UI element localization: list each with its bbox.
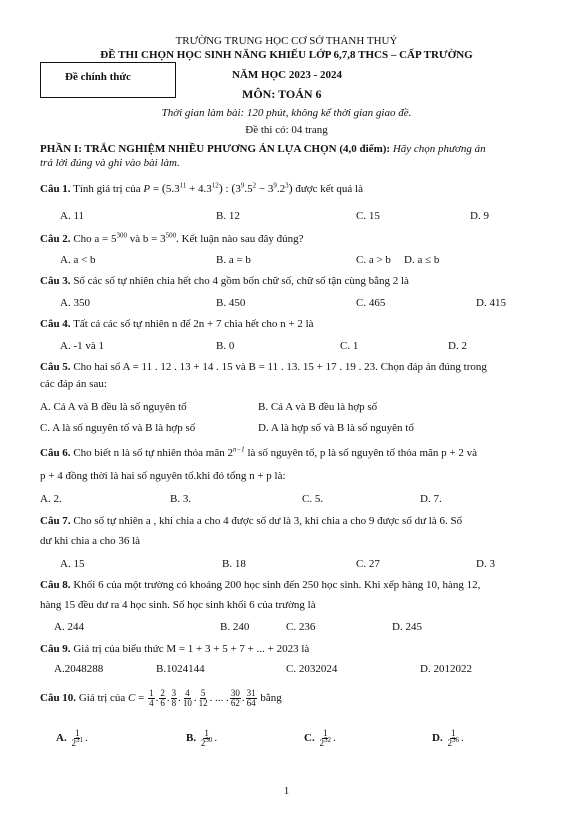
page-number: 1 <box>283 785 290 797</box>
time-note: Thời gian làm bài: 120 phút, không kể thời gian giao đề. <box>161 107 412 119</box>
question-6-line2: p + 4 đồng thời là hai số nguyên tố.khi đó tổng n + p là: <box>40 470 286 482</box>
subject-title: MÔN: TOÁN 6 <box>242 87 322 101</box>
q3-option-a: A. 350 <box>60 297 90 309</box>
q4-option-d: D. 2 <box>448 340 467 352</box>
question-8: Câu 8. Khối 6 của một trường có khoảng 200 học sinh đến 250 học sinh. Khi xếp hàng 10, hàng 12, <box>40 579 481 591</box>
q9-option-c: C. 2032024 <box>286 663 338 675</box>
section1-title: PHẦN I: TRẮC NGHIỆM NHIỀU PHƯƠNG ÁN LỰA CHỌN (4,0 điểm): Hãy chọn phương án <box>40 143 486 155</box>
q2-option-a: A. a < b <box>60 254 96 266</box>
q7-option-a: A. 15 <box>60 558 85 570</box>
q1-option-a: A. 11 <box>60 210 85 222</box>
q1-option-b: B. 12 <box>216 210 240 222</box>
question-8-line2: hàng 15 đều dư ra 4 học sinh. Số học sinh khối 6 của trường là <box>40 599 316 611</box>
q8-option-b: B. 240 <box>220 621 250 633</box>
q5-option-c: C. A là số nguyên tố và B là hợp số <box>40 422 196 434</box>
q1-option-c: C. 15 <box>356 210 380 222</box>
section1-instruction: trả lời đúng và ghi vào bài làm. <box>40 157 180 169</box>
q6-option-c: C. 5. <box>302 493 324 505</box>
q8-option-d: D. 245 <box>392 621 422 633</box>
q10-option-d: D. $\frac{1}{2^{36}}$ . <box>432 727 464 748</box>
q10-option-c: C. $\frac{1}{2^{32}}$ . <box>304 727 336 748</box>
q3-option-d: D. 415 <box>476 297 506 309</box>
q5-option-d: D. A là hợp số và B là số nguyên tố <box>258 422 414 434</box>
question-10: Câu 10. Giá trị của C = $\frac{1}{4}$ . $\frac{2}{6}$ . $\frac{3}{8}$ . $\frac{4}{10}$ . $\frac{5}{12}$ . ... . $\frac{30}{62}$ . $\frac{31}{64}$ bằng <box>40 687 282 708</box>
q7-option-b: B. 18 <box>222 558 246 570</box>
q1-option-d: D. 9 <box>470 210 489 222</box>
q8-option-c: C. 236 <box>286 621 316 633</box>
q6-option-a: A. 2. <box>40 493 62 505</box>
question-4: Câu 4. Tất cả các số tự nhiên n để 2n + 7 chia hết cho n + 2 là <box>40 318 314 330</box>
question-5-line2: các đáp án sau: <box>40 378 107 390</box>
q4-option-c: C. 1 <box>340 340 359 352</box>
question-7-line2: dư khi chia a cho 36 là <box>40 535 141 547</box>
question-2: Câu 2. Cho $a = 5^{300}$ và $b = 3^{500}$. Kết luận nào sau đây đúng? <box>40 231 304 245</box>
q5-option-b: B. Cả A và B đều là hợp số <box>258 401 378 413</box>
question-9: Câu 9. Giá trị của biểu thức M = 1 + 3 + 5 + 7 + ... + 2023 là <box>40 643 310 655</box>
q4-option-b: B. 0 <box>216 340 235 352</box>
question-5: Câu 5. Cho hai số A = 11 . 12 . 13 + 14 . 15 và B = 11 . 13. 15 + 17 . 19 . 23. Chọn đáp án đúng trong <box>40 361 487 373</box>
question-3: Câu 3. Số các số tự nhiên chia hết cho 4 gồm bốn chữ số, chữ số tận cùng bằng 2 là <box>40 275 409 287</box>
q3-option-c: C. 465 <box>356 297 386 309</box>
q6-option-d: D. 7. <box>420 493 442 505</box>
q7-option-d: D. 3 <box>476 558 495 570</box>
school-name: TRƯỜNG TRUNG HỌC CƠ SỞ THANH THUỶ <box>175 35 398 47</box>
q2-option-d: D. a ≤ b <box>404 254 440 266</box>
exam-title: ĐỀ THI CHỌN HỌC SINH NĂNG KHIẾU LỚP 6,7,8 THCS – CẤP TRƯỜNG <box>100 49 473 61</box>
q8-option-a: A. 244 <box>54 621 84 633</box>
q9-option-d: D. 2012022 <box>420 663 472 675</box>
question-7: Câu 7. Cho số tự nhiên a , khi chia a cho 4 được số dư là 3, khi chia a cho 9 được số dư là 6. Số <box>40 515 463 527</box>
q10-option-b: B. $\frac{1}{2^{30}}$ . <box>186 727 218 748</box>
q5-option-a: A. Cả A và B đều là số nguyên tố <box>40 401 187 413</box>
q6-option-b: B. 3. <box>170 493 192 505</box>
official-box <box>40 62 176 98</box>
page-count: Đề thi có: 04 trang <box>245 124 328 136</box>
q10-option-a: A. $\frac{1}{2^{31}}$ . <box>56 727 88 748</box>
q4-option-a: A. -1 và 1 <box>60 340 104 352</box>
q2-option-c: C. a > b <box>356 254 391 266</box>
q3-option-b: B. 450 <box>216 297 246 309</box>
q7-option-c: C. 27 <box>356 558 380 570</box>
question-1: Câu 1. Tính giá trị của $P = (5.3^{11} + 4.3^{12})$ : $(3^9.5^2 - 3^9.2^3)$ được kết quả là <box>40 181 363 195</box>
school-year: NĂM HỌC 2023 - 2024 <box>232 69 342 81</box>
q9-option-b: B.1024144 <box>156 663 205 675</box>
official-label: Đề chính thức <box>65 71 131 83</box>
q2-option-b: B. a = b <box>216 254 251 266</box>
question-6: Câu 6. Cho biết n là số tự nhiên thỏa mãn $2^{n-1}$ là số nguyên tố, p là số nguyên tố thỏa mãn p + 2 và <box>40 445 477 459</box>
q9-option-a: A.2048288 <box>54 663 104 675</box>
